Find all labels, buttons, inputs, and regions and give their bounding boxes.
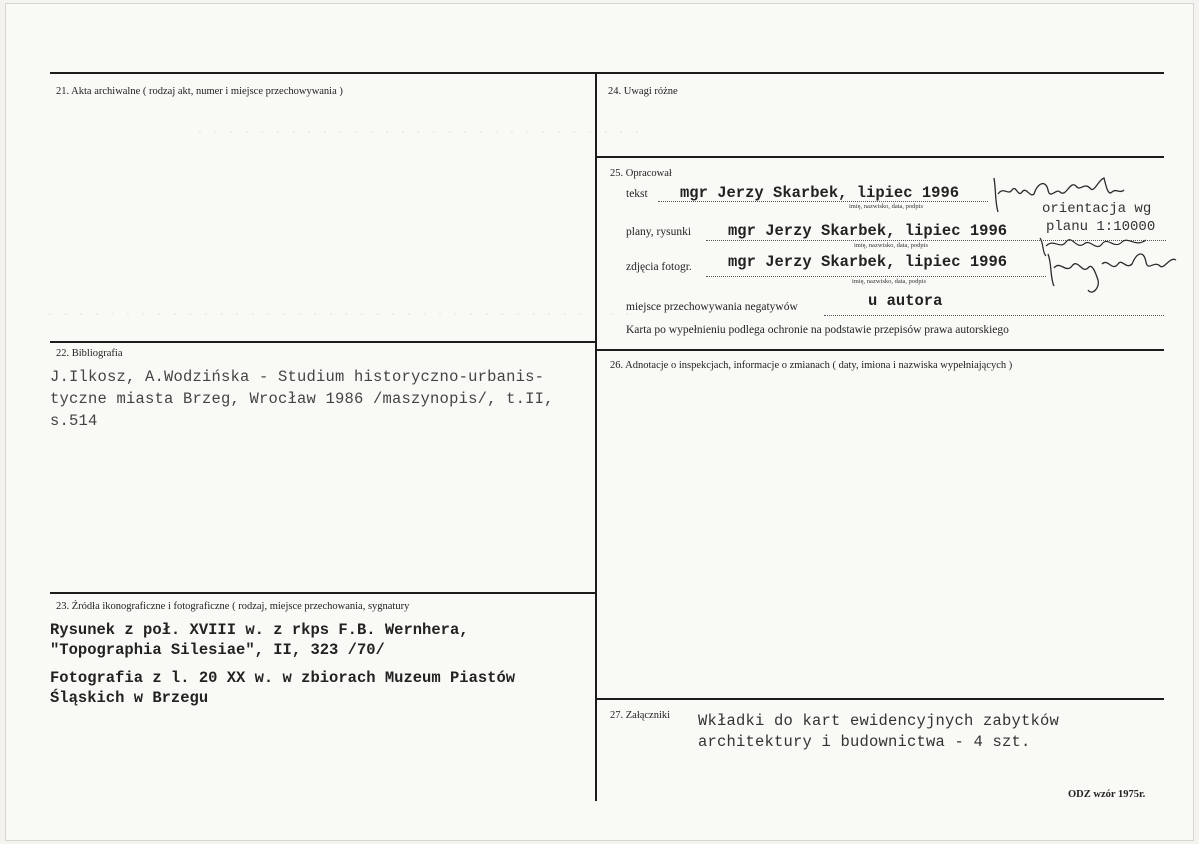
attachments-line-2: architektury i budownictwa - 4 szt.	[698, 733, 1031, 751]
section-22-label: 22. Bibliografia	[56, 348, 123, 359]
bibliography-line-3: s.514	[50, 412, 98, 430]
bibliography-line-1: J.Ilkosz, A.Wodzińska - Studium historyczno-urbanis-	[50, 368, 545, 386]
rule-right-27	[596, 698, 1164, 700]
section-25-label: 25. Opracował	[610, 168, 672, 179]
section-21-label: 21. Akta archiwalne ( rodzaj akt, numer i miejsce przechowywania )	[56, 86, 343, 97]
section-27-label: 27. Załączniki	[610, 710, 671, 721]
negatywy-label: miejsce przechowywania negatywów	[626, 301, 798, 313]
negatywy-value: u autora	[868, 292, 943, 310]
sources-line-4: Śląskich w Brzegu	[50, 689, 209, 707]
zdjecia-value: mgr Jerzy Skarbek, lipiec 1996	[728, 253, 1008, 271]
bibliography-line-2: tyczne miasta Brzeg, Wrocław 1986 /maszynopis/, t.II,	[50, 390, 554, 408]
plany-value: mgr Jerzy Skarbek, lipiec 1996	[728, 222, 1008, 240]
signature-zdjecia	[1042, 244, 1182, 300]
plany-note-scale: planu 1:10000	[1046, 219, 1156, 235]
sources-line-1: Rysunek z poł. XVIII w. z rkps F.B. Wernhera,	[50, 621, 469, 639]
reverse-show-through: . . . . . . . . . . . . . . . . . . . . . . . . . . . . . . . . . . . . . .	[46, 304, 632, 319]
section-24-label: 24. Uwagi różne	[608, 86, 678, 97]
zdjecia-dotted-line	[706, 276, 1046, 277]
zdjecia-label: zdjęcia fotogr.	[626, 261, 692, 273]
plany-label: plany, rysunki	[626, 226, 692, 238]
plany-caption: imię, nazwisko, data, podpis	[854, 242, 929, 249]
section-23-label: 23. Źródła ikonograficzne i fotograficzne ( rodzaj, miejsce przechowania, sygnatury	[56, 601, 410, 612]
signature-tekst	[986, 172, 1126, 218]
tekst-value: mgr Jerzy Skarbek, lipiec 1996	[680, 184, 960, 202]
sources-line-3: Fotografia z l. 20 XX w. w zbiorach Muzeum Piastów	[50, 669, 516, 687]
rule-middle	[595, 72, 597, 801]
record-card-sheet	[6, 4, 1193, 840]
zdjecia-caption: imię, nazwisko, data, podpis	[852, 278, 927, 285]
rule-right-25	[596, 156, 1164, 158]
form-identifier: ODZ wzór 1975r.	[1068, 789, 1146, 800]
section-26-label: 26. Adnotacje o inspekcjach, informacje o zmianach ( daty, imiona i nazwiska wypełniających )	[610, 360, 1013, 371]
rule-left-22	[50, 341, 596, 343]
sources-line-2: "Topographia Silesiae", II, 323 /70/	[50, 641, 385, 659]
negatywy-dotted-line	[824, 315, 1164, 316]
reverse-show-through: . . . . . . . . . . . . . . . . . . . . . . . . . . . . .	[196, 122, 641, 137]
rule-right-26	[596, 349, 1164, 351]
tekst-label: tekst	[626, 188, 648, 200]
copyright-notice: Karta po wypełnieniu podlega ochronie na podstawie przepisów prawa autorskiego	[626, 324, 1009, 336]
rule-left-23	[50, 592, 596, 594]
rule-top	[50, 72, 1164, 74]
plany-note-orientation: orientacja wg	[1042, 201, 1152, 217]
tekst-caption: imię, nazwisko, data, podpis	[849, 203, 924, 210]
attachments-line-1: Wkładki do kart ewidencyjnych zabytków	[698, 712, 1060, 730]
